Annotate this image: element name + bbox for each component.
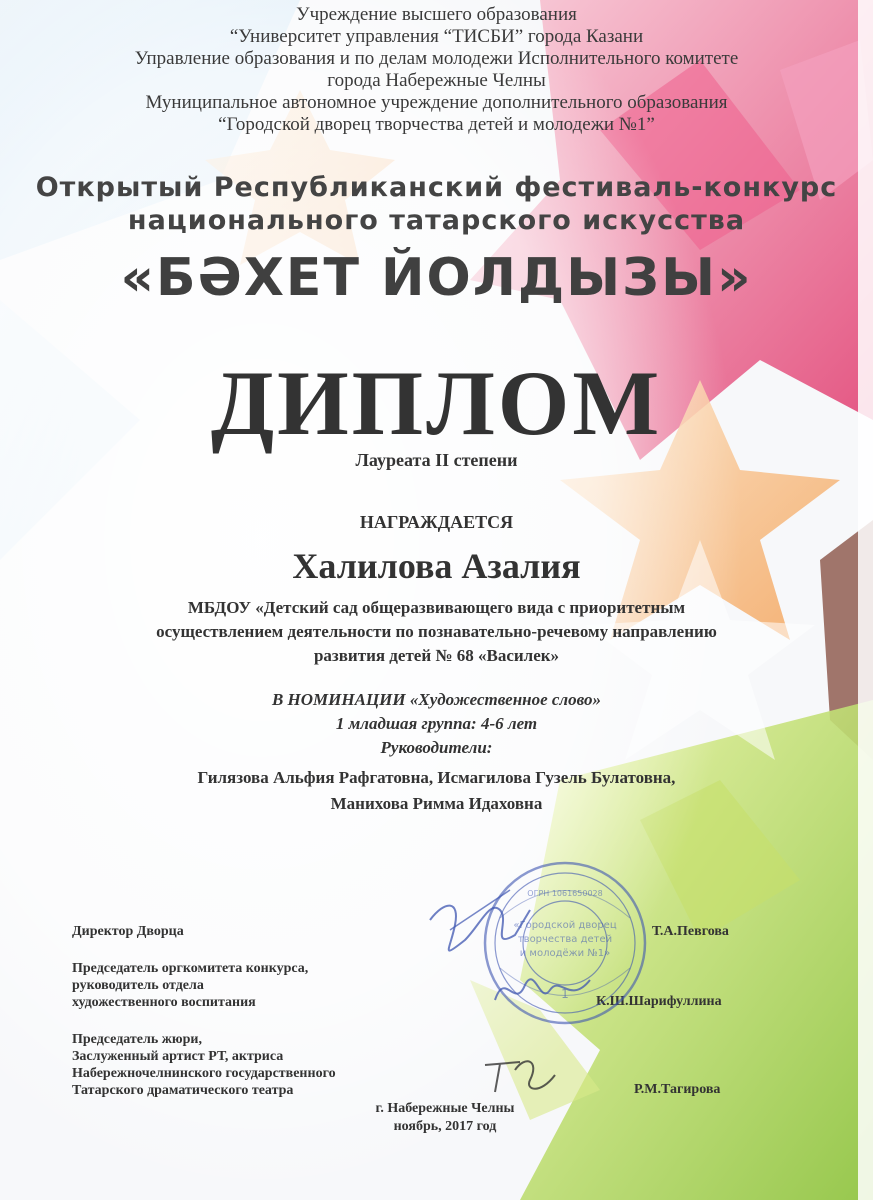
header-department: Управление образования и по делам молодежи Исполнительного комитете bbox=[134, 48, 739, 69]
leaders-label: Руководители: bbox=[380, 738, 493, 757]
chair-title-line2: руководитель отдела bbox=[72, 978, 204, 993]
jury-title-line4: Татарского драматического театра bbox=[72, 1083, 294, 1098]
organization-line2: осуществлением деятельности по познавательно-речевому направлению bbox=[156, 622, 717, 641]
awarded-label: НАГРАЖДАЕТСЯ bbox=[359, 512, 514, 532]
stamp-inner-line1: «Городской дворец bbox=[513, 920, 617, 931]
chair-signature bbox=[490, 960, 600, 1020]
chair-title-line1: Председатель оргкомитета конкурса, bbox=[72, 961, 309, 976]
diploma-heading: ДИПЛОМ bbox=[210, 352, 663, 454]
stamp-number: 1 bbox=[561, 987, 569, 1001]
leaders-line2: Манихова Римма Идаховна bbox=[330, 794, 543, 813]
jury-title-line3: Набережночелнинского государственного bbox=[72, 1066, 336, 1081]
diploma-degree: Лауреата II степени bbox=[355, 450, 518, 470]
festival-title-line2: национального татарского искусства bbox=[127, 205, 746, 236]
leaders-line1: Гилязова Альфия Рафгатовна, Исмагилова Гузель Булатовна, bbox=[197, 768, 676, 787]
organization-line1: МБДОУ «Детский сад общеразвивающего вида с приоритетным bbox=[187, 598, 686, 617]
festival-name: «БӘХЕТ ЙОЛДЫЗЫ» bbox=[120, 248, 753, 308]
stamp-code: ОГРН 1061650028 bbox=[527, 889, 603, 898]
recipient-name: Халилова Азалия bbox=[292, 546, 581, 586]
header-city: города Набережные Челны bbox=[327, 70, 546, 91]
chair-name: К.Ш.Шарифуллина bbox=[596, 994, 722, 1009]
director-name: Т.А.Певгова bbox=[652, 924, 729, 939]
footer-date: ноябрь, 2017 год bbox=[393, 1119, 497, 1134]
director-signature bbox=[420, 880, 540, 970]
header-institution: Учреждение высшего образования bbox=[296, 4, 577, 25]
footer-city: г. Набережные Челны bbox=[375, 1101, 515, 1116]
jury-signature bbox=[480, 1050, 560, 1100]
stamp-inner-line3: и молодёжи №1» bbox=[519, 948, 611, 959]
director-title: Директор Дворца bbox=[72, 924, 184, 939]
jury-title-line2: Заслуженный артист РТ, актриса bbox=[72, 1049, 284, 1064]
nomination: В НОМИНАЦИИ «Художественное слово» bbox=[271, 690, 602, 709]
stamp-inner-line2: творчества детей bbox=[517, 934, 613, 945]
festival-title-line1: Открытый Республиканский фестиваль-конкурс bbox=[35, 172, 838, 203]
header-university: “Университет управления “ТИСБИ” города Казани bbox=[229, 26, 644, 47]
header-municipal: Муниципальное автономное учреждение дополнительного образования bbox=[145, 92, 728, 113]
jury-name: Р.М.Тагирова bbox=[634, 1082, 721, 1097]
age-group: 1 младшая группа: 4-6 лет bbox=[335, 714, 538, 733]
organization-line3: развития детей № 68 «Василек» bbox=[313, 646, 560, 665]
jury-title-line1: Председатель жюри, bbox=[72, 1032, 202, 1047]
chair-title-line3: художественного воспитания bbox=[72, 995, 256, 1010]
header-palace: “Городской дворец творчества детей и молодежи №1” bbox=[218, 114, 655, 135]
